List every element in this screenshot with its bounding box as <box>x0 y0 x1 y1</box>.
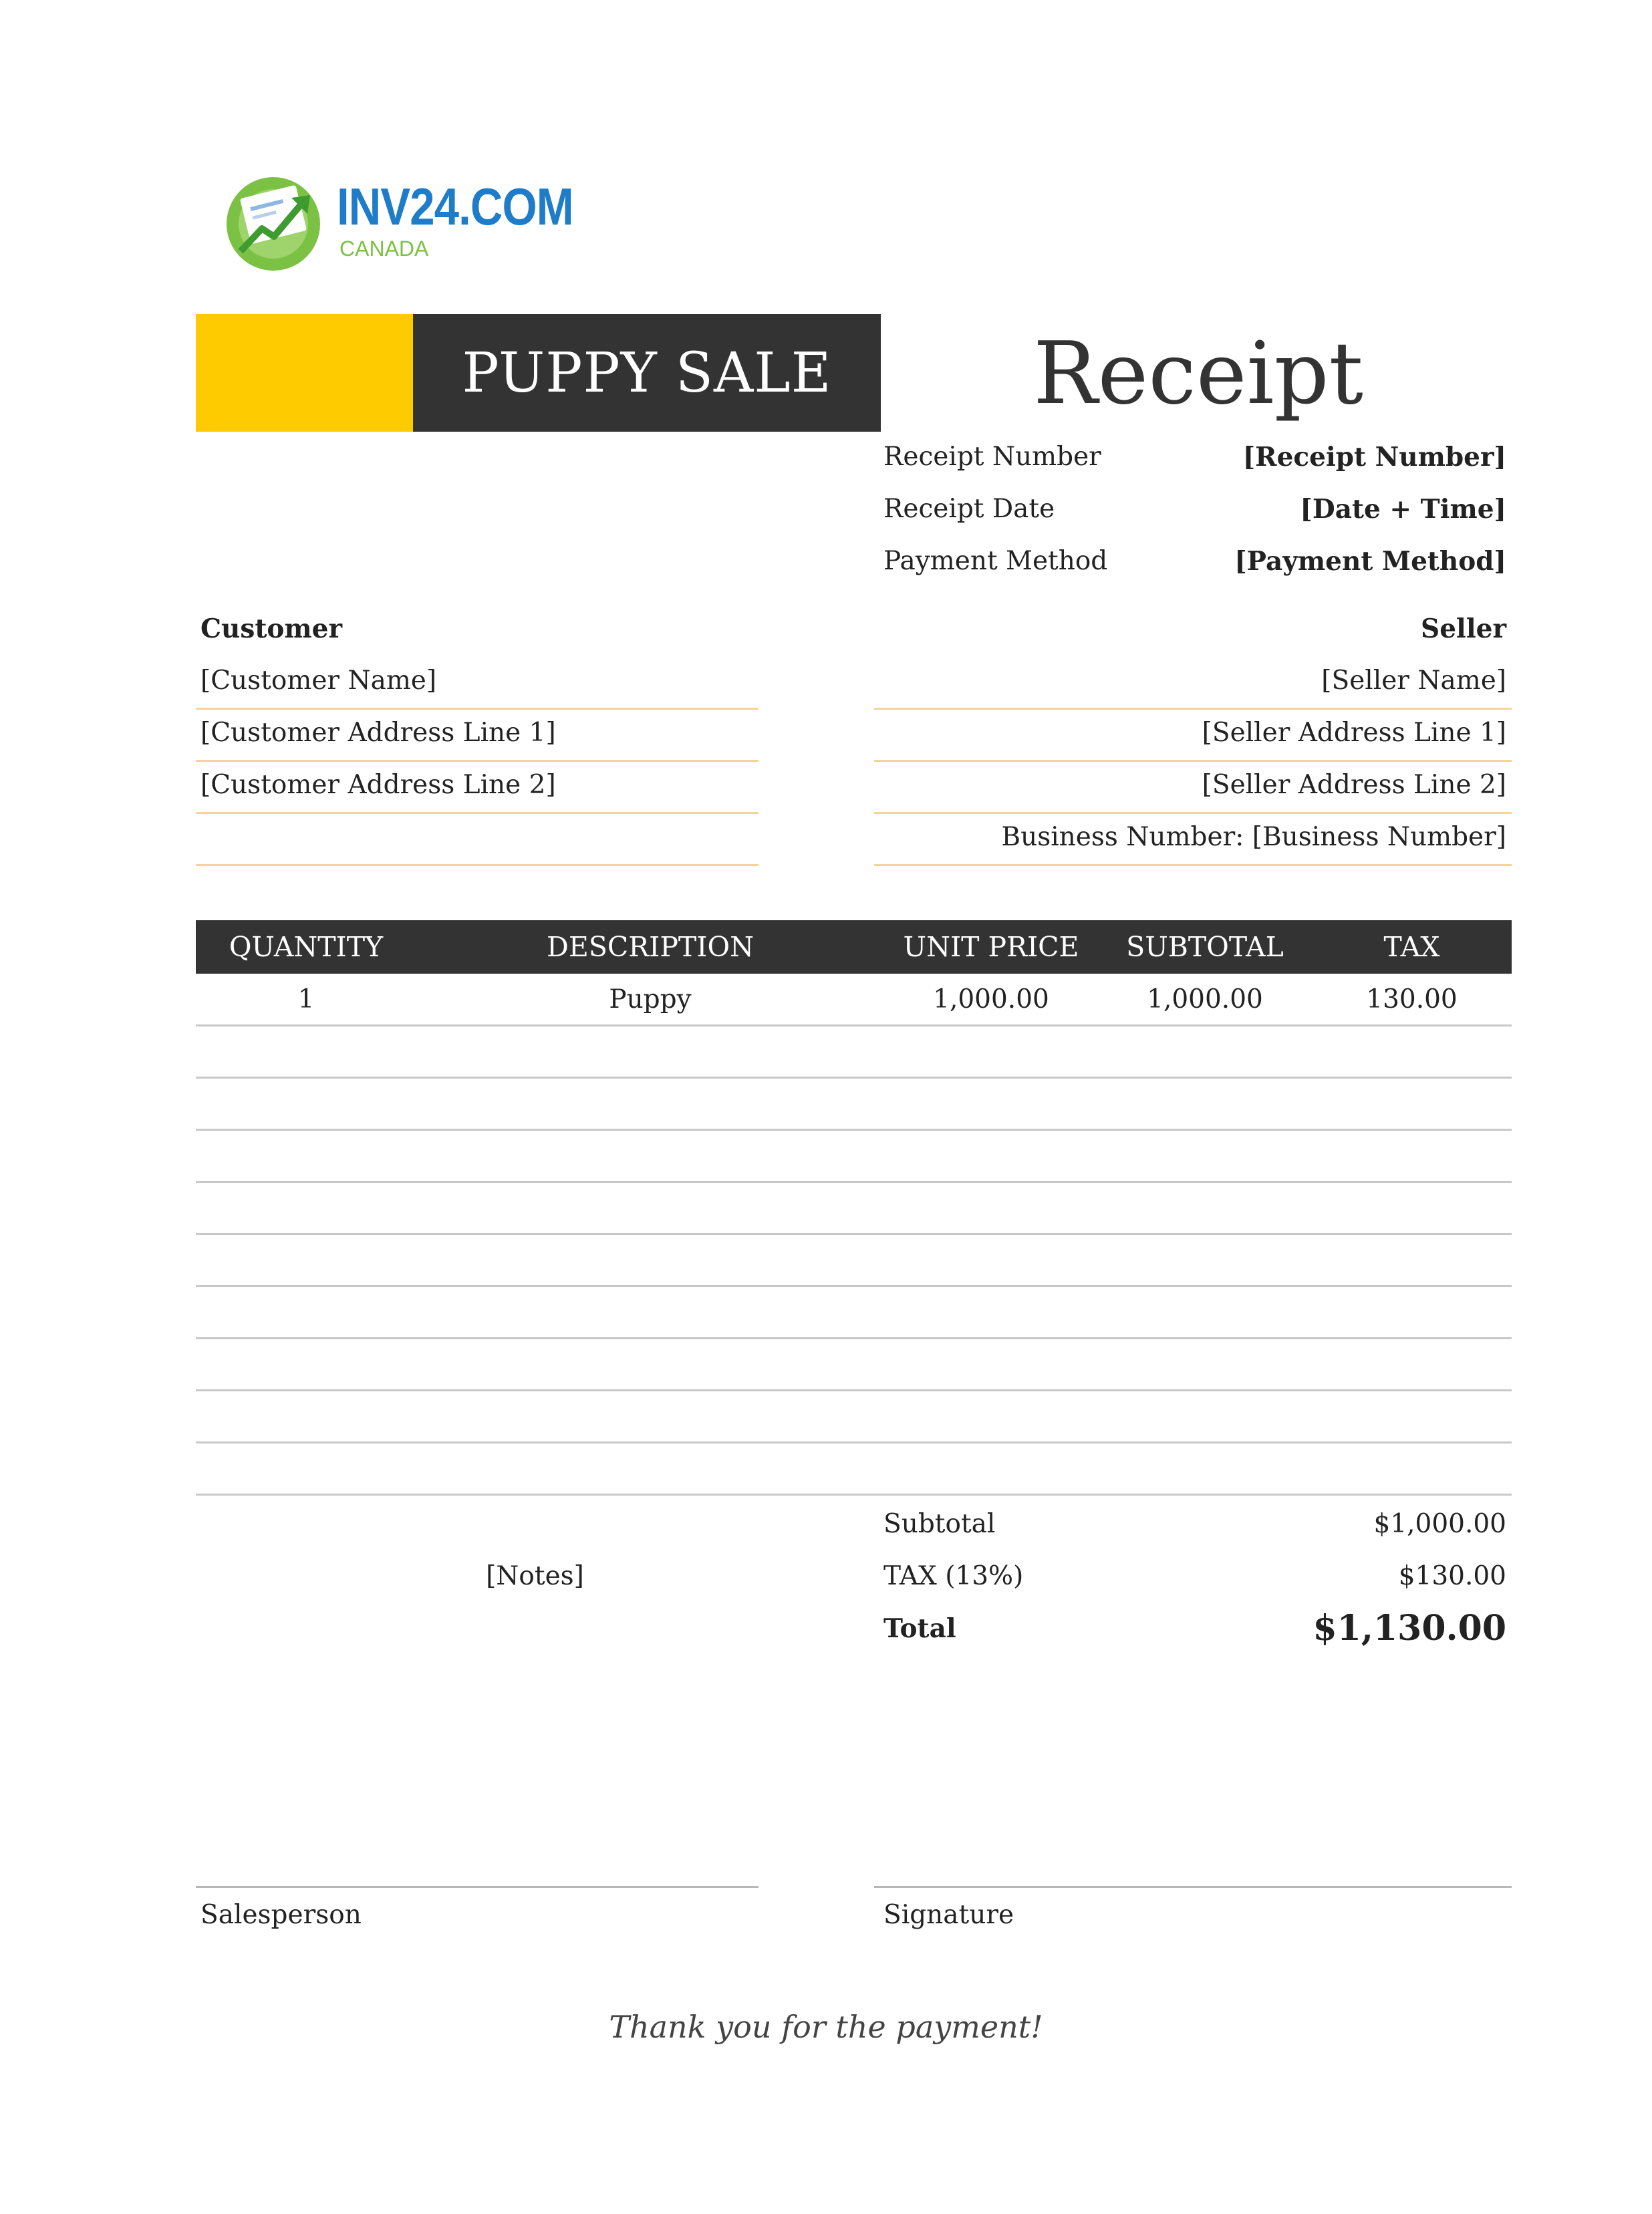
tax-value: $130.00 <box>1398 1561 1506 1591</box>
total-label: Total <box>883 1613 956 1644</box>
table-row-divider <box>196 1337 1512 1339</box>
notes-field: [Notes] <box>486 1561 584 1591</box>
subtotal-label: Subtotal <box>883 1509 996 1539</box>
seller-name: [Seller Name] <box>1321 666 1506 696</box>
column-header-tax: TAX <box>1383 931 1440 963</box>
seller-heading: Seller <box>1421 613 1506 644</box>
cell-description: Puppy <box>609 984 692 1014</box>
receipt-date-label: Receipt Date <box>883 494 1055 524</box>
subtotal-value: $1,000.00 <box>1373 1509 1506 1539</box>
column-header-unit-price: UNIT PRICE <box>903 931 1079 963</box>
table-row-divider <box>196 1024 1512 1026</box>
table-row-divider <box>196 1285 1512 1287</box>
cell-tax: 130.00 <box>1366 984 1458 1014</box>
tax-label: TAX (13%) <box>883 1561 1024 1591</box>
receipt-date-value: [Date + Time] <box>1300 494 1506 525</box>
column-header-quantity: QUANTITY <box>229 931 384 963</box>
salesperson-label: Salesperson <box>200 1900 362 1930</box>
table-row-divider <box>196 1494 1512 1496</box>
payment-method-value: [Payment Method] <box>1234 546 1506 577</box>
table-row-divider <box>196 1077 1512 1079</box>
column-header-subtotal: SUBTOTAL <box>1126 931 1284 963</box>
seller-divider <box>874 760 1512 762</box>
customer-divider <box>196 864 759 866</box>
thank-you-message: Thank you for the payment! <box>609 2009 1043 2045</box>
seller-divider <box>874 708 1512 710</box>
customer-divider <box>196 812 759 814</box>
seller-divider <box>874 812 1512 814</box>
signature-line <box>874 1886 1512 1888</box>
customer-name: [Customer Name] <box>200 666 437 696</box>
customer-divider <box>196 760 759 762</box>
receipt-number-value: [Receipt Number] <box>1242 442 1506 472</box>
table-row-divider <box>196 1181 1512 1183</box>
seller-address-1: [Seller Address Line 1] <box>1202 718 1506 748</box>
logo-subtitle: CANADA <box>339 237 429 261</box>
seller-divider <box>874 864 1512 866</box>
table-row-divider <box>196 1441 1512 1443</box>
customer-divider <box>196 708 759 710</box>
salesperson-line <box>196 1886 759 1888</box>
column-header-description: DESCRIPTION <box>547 931 754 963</box>
cell-unit-price: 1,000.00 <box>933 984 1049 1014</box>
logo-emblem-icon <box>225 172 325 273</box>
seller-business-number: Business Number: [Business Number] <box>1001 822 1506 852</box>
total-value: $1,130.00 <box>1313 1608 1506 1649</box>
signature-label: Signature <box>883 1900 1014 1930</box>
banner-accent <box>196 314 413 432</box>
table-row-divider <box>196 1233 1512 1235</box>
payment-method-label: Payment Method <box>883 546 1108 576</box>
customer-heading: Customer <box>200 613 343 644</box>
customer-address-1: [Customer Address Line 1] <box>200 718 556 748</box>
banner-title: PUPPY SALE <box>462 341 832 405</box>
receipt-number-label: Receipt Number <box>883 442 1101 472</box>
company-logo <box>225 172 572 273</box>
document-title: Receipt <box>1033 324 1363 424</box>
cell-quantity: 1 <box>297 984 315 1014</box>
table-row-divider <box>196 1129 1512 1131</box>
logo-name: INV24.COM <box>337 177 573 236</box>
items-table-header <box>196 920 1512 974</box>
customer-address-2: [Customer Address Line 2] <box>200 770 556 800</box>
seller-address-2: [Seller Address Line 2] <box>1202 770 1506 800</box>
table-row-divider <box>196 1389 1512 1391</box>
cell-subtotal: 1,000.00 <box>1147 984 1263 1014</box>
